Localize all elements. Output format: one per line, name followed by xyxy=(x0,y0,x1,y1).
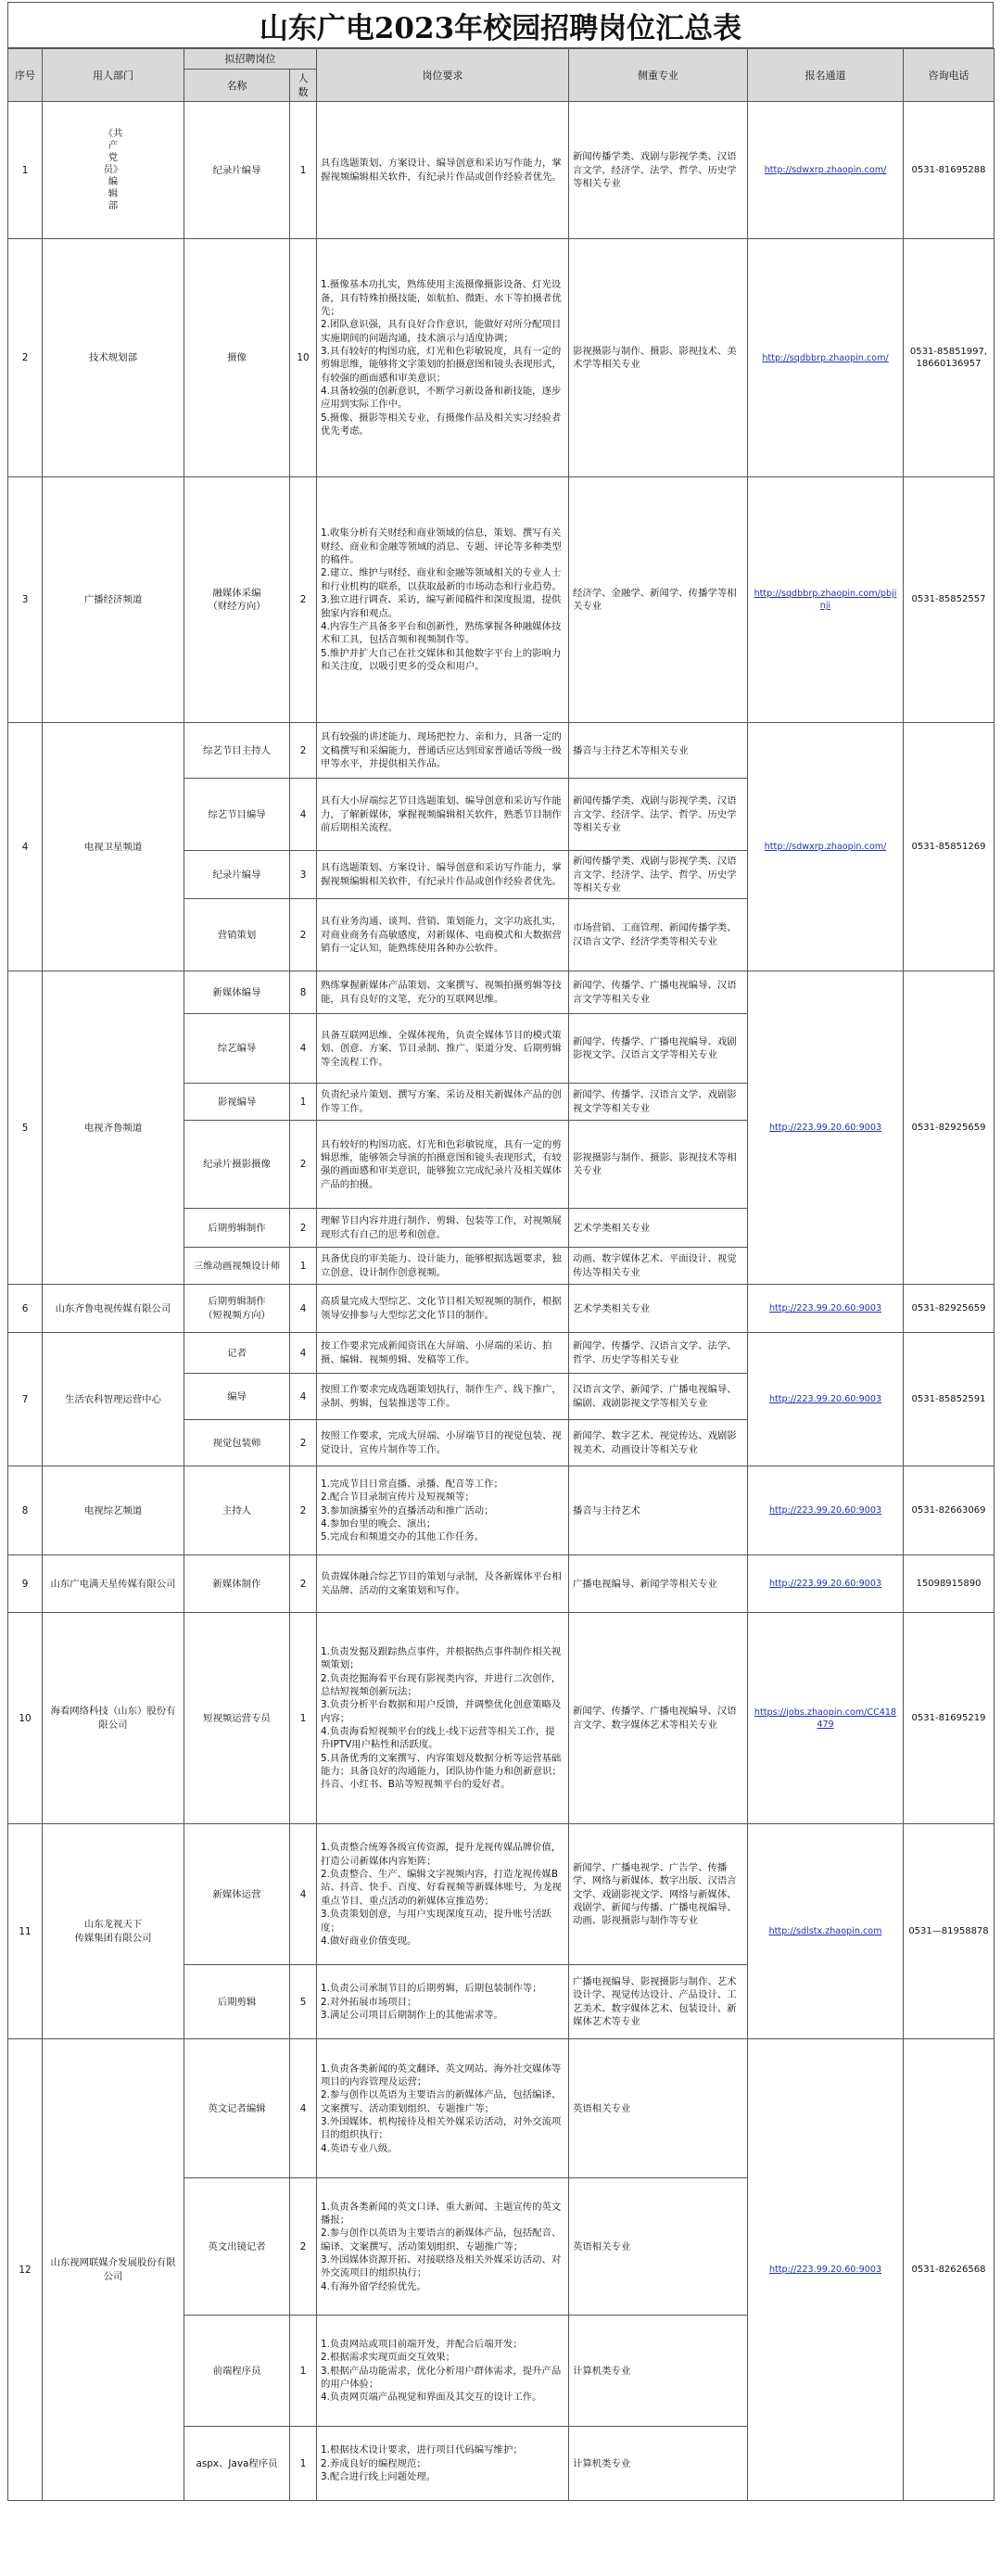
table-row xyxy=(8,2039,995,2178)
row-department: 电视卫星频道 xyxy=(43,723,184,971)
row-department: 电视综艺频道 xyxy=(43,1466,184,1555)
position-count: 3 xyxy=(290,851,317,899)
position-name: 英文出镜记者 xyxy=(184,2178,290,2316)
position-major: 计算机类专业 xyxy=(569,2316,748,2427)
row-seq: 3 xyxy=(8,477,43,723)
table-row xyxy=(8,477,995,723)
position-name: 编导 xyxy=(184,1374,290,1420)
row-department: 电视齐鲁频道 xyxy=(43,971,184,1285)
position-major: 新闻传播学类、戏剧与影视学类、汉语言文学、经济学、法学、哲学、历史学等相关专业 xyxy=(569,779,748,851)
application-link[interactable]: http://sqdbbrp.zhaopin.com/ xyxy=(748,239,904,477)
position-name: 综艺编导 xyxy=(184,1014,290,1084)
position-major: 影视摄影与制作、摄影、影视技术等相关专业 xyxy=(569,1121,748,1209)
position-requirements: 1.收集分析有关财经和商业领域的信息，策划、撰写有关财经、商业和金融等领域的消息、专题、评论等多种类型的稿件。 2.建立、维护与财经、商业和金融等领域相关的专业人士和行业机构的联系，以获取最新的市场动态和行业趋势。 3.独立进行调查、采访，编写新闻稿件和深度报道，提供独家内容和观点。 4.内容生产具备多平台和创新性，熟练掌握各种融媒体技术和工具，包括音频和视频制作等。 5.维护并扩大自己在社交媒体和其他数字平台上的影响力和关注度，以吸引更多的受众和用户。 xyxy=(317,477,569,723)
position-requirements: 熟练掌握新媒体产品策划、文案撰写、视频拍摄剪辑等技能，具有良好的文笔，充分的互联网思维。 xyxy=(317,971,569,1014)
header-recruit: 拟招聘岗位 xyxy=(184,49,317,70)
position-major: 新闻传播学类、戏剧与影视学类、汉语言文学、经济学、法学、哲学、历史学等相关专业 xyxy=(569,851,748,899)
position-name: 摄像 xyxy=(184,239,290,477)
table-row xyxy=(8,239,995,477)
position-count: 2 xyxy=(290,1555,317,1613)
position-name: 综艺节目编导 xyxy=(184,779,290,851)
position-requirements: 按照工作要求，完成大屏端、小屏端节目的视觉包装、视觉设计，宣传片制作等工作。 xyxy=(317,1420,569,1466)
contact-phone: 0531-82663069 xyxy=(904,1466,995,1555)
job-table-body xyxy=(8,102,995,2501)
row-department: 海看网络科技（山东）股份有限公司 xyxy=(43,1613,184,1824)
position-major: 艺术学类相关专业 xyxy=(569,1209,748,1248)
position-requirements: 1.负责公司承制节目的后期剪辑，后期包装制作等； 2.对外拓展市场项目； 3.满足公司项目后期制作上的其他需求等。 xyxy=(317,1965,569,2039)
position-count: 2 xyxy=(290,2178,317,2316)
position-requirements: 1.负责网站或项目前端开发，并配合后端开发； 2.根据需求实现页面交互效果； 3.根据产品功能需求，优化分析用户群体需求，提升产品的用户体验； 4.负责网页端产品视觉和界面及其交互的设计工作。 xyxy=(317,2316,569,2427)
row-seq: 8 xyxy=(8,1466,43,1555)
application-link[interactable]: http://sdwxrp.zhaopin.com/ xyxy=(748,723,904,971)
position-requirements: 1.负责各类新闻的英文口译、重大新闻、主题宣传的英文播报； 2.参与创作以英语为主要语言的新媒体产品，包括配音、编译、文案撰写、活动策划组织、专题推广等； 3.外国媒体资源开拓、对接联络及相关外媒采访活动、对外交流项目的组织执行； 4.有海外留学经验优先。 xyxy=(317,2178,569,2316)
application-link[interactable]: https://jobs.zhaopin.com/CC418479 xyxy=(748,1613,904,1824)
position-requirements: 具有选题策划、方案设计、编导创意和采访写作能力，掌握视频编辑相关软件，有纪录片作品或创作经验者优先。 xyxy=(317,851,569,899)
position-major: 计算机类专业 xyxy=(569,2427,748,2501)
position-count: 2 xyxy=(290,1121,317,1209)
position-requirements: 具有业务沟通、谈判、营销、策划能力，文字功底扎实，对商业商务有高敏感度，对新媒体、电商模式和大数据营销有一定认知，能熟练使用各种办公软件。 xyxy=(317,899,569,971)
position-major: 艺术学类相关专业 xyxy=(569,1285,748,1333)
row-department: 山东齐鲁电视传媒有限公司 xyxy=(43,1285,184,1333)
position-major: 市场营销、工商管理、新闻传播学类、汉语言文学、经济学类等相关专业 xyxy=(569,899,748,971)
position-count: 4 xyxy=(290,1285,317,1333)
row-seq: 2 xyxy=(8,239,43,477)
position-major: 新闻学、广播电视学、广告学、传播学、网络与新媒体、数字出版、汉语言文学、戏剧影视文学、网络与新媒体、戏剧学、新闻与传播、广播电视编导、动画、影视摄影与制作等专业 xyxy=(569,1824,748,1965)
position-count: 2 xyxy=(290,723,317,779)
position-name: 纪录片编导 xyxy=(184,851,290,899)
position-count: 1 xyxy=(290,2316,317,2427)
position-name: aspx、Java程序员 xyxy=(184,2427,290,2501)
position-name: 后期剪辑制作 （短视频方向） xyxy=(184,1285,290,1333)
contact-phone: 0531-85852557 xyxy=(904,477,995,723)
row-seq: 5 xyxy=(8,971,43,1285)
position-name: 纪录片编导 xyxy=(184,102,290,239)
position-requirements: 具有较强的讲述能力、现场把控力、亲和力，具备一定的文稿撰写和采编能力，普通话应达到国家普通话等级一级甲等水平，并提供相关作品。 xyxy=(317,723,569,779)
header-seq: 序号 xyxy=(8,49,43,102)
application-link[interactable]: http://223.99.20.60:9003 xyxy=(748,1333,904,1466)
header-requirements: 岗位要求 xyxy=(317,49,569,102)
row-department: 广播经济频道 xyxy=(43,477,184,723)
table-row xyxy=(8,1466,995,1555)
position-major: 新闻传播学类、戏剧与影视学类、汉语言文学、经济学、法学、哲学、历史学等相关专业 xyxy=(569,102,748,239)
table-row xyxy=(8,1333,995,1374)
position-count: 1 xyxy=(290,102,317,239)
row-department: 山东广电满天星传媒有限公司 xyxy=(43,1555,184,1613)
row-seq: 4 xyxy=(8,723,43,971)
position-requirements: 具备优良的审美能力、设计能力，能够根据选题要求，独立创意、设计制作创意视频。 xyxy=(317,1248,569,1285)
table-row xyxy=(8,1613,995,1824)
header-phone: 咨询电话 xyxy=(904,49,995,102)
table-row xyxy=(8,723,995,779)
position-major: 播音与主持艺术等相关专业 xyxy=(569,723,748,779)
position-requirements: 具有较好的构图功底、灯光和色彩敏锐度，具有一定的剪辑思维，能够领会导演的拍摄意图和镜头表现形式，有较强的画面感和审美意识，能够独立完成纪录片及相关媒体产品的拍摄。 xyxy=(317,1121,569,1209)
position-requirements: 理解节目内容并进行制作、剪辑、包装等工作，对视频展现形式有自己的思考和创意。 xyxy=(317,1209,569,1248)
position-major: 新闻学、传播学、汉语言文学、法学、哲学、历史学等相关专业 xyxy=(569,1333,748,1374)
position-requirements: 1.完成节目日常直播、录播、配音等工作； 2.配合节目录制宣传片及短视频等； 3.参加演播室外的直播活动和推广活动； 4.参加台里的晚会、演出； 5.完成台和频道交办的其他工作任务。 xyxy=(317,1466,569,1555)
table-row xyxy=(8,971,995,1014)
position-count: 1 xyxy=(290,1613,317,1824)
table-row xyxy=(8,1555,995,1613)
position-name: 纪录片摄影摄像 xyxy=(184,1121,290,1209)
contact-phone: 0531-81695288 xyxy=(904,102,995,239)
position-count: 4 xyxy=(290,2039,317,2178)
position-count: 2 xyxy=(290,899,317,971)
header-dept: 用人部门 xyxy=(43,49,184,102)
position-count: 1 xyxy=(290,2427,317,2501)
position-requirements: 具备互联网思维、全媒体视角，负责全媒体节目的模式策划、创意、方案、节目录制、推广、渠道分发、后期剪辑等全流程工作。 xyxy=(317,1014,569,1084)
header-channel: 报名通道 xyxy=(748,49,904,102)
position-major: 播音与主持艺术 xyxy=(569,1466,748,1555)
row-seq: 7 xyxy=(8,1333,43,1466)
row-department: 山东龙视天下 传媒集团有限公司 xyxy=(43,1824,184,2039)
table-row xyxy=(8,102,995,239)
position-requirements: 1.负责发掘及跟踪热点事件，并根据热点事件制作相关视频策划； 2.负责挖掘海看平台现有影视类内容，并进行二次创作，总结短视频创新玩法； 3.负责分析平台数据和用户反馈，并调整优化创意策略及内容； 4.负责海看短视频平台的线上-线下运营等相关工作，提升IPTV用户粘性和活跃度。 5.具备优秀的文案撰写、内容策划及数据分析等运营基础能力；具备良好的沟通能力，团队协作能力和创新意识；抖音、小红书、B站等短视频平台的爱好者。 xyxy=(317,1613,569,1824)
header-major: 侧重专业 xyxy=(569,49,748,102)
position-major: 新闻学、传播学、广播电视编导、汉语言文学等相关专业 xyxy=(569,971,748,1014)
position-count: 1 xyxy=(290,1248,317,1285)
position-requirements: 按工作要求完成新闻资讯在大屏端、小屏端的采访、拍摄、编辑、视频剪辑、发稿等工作。 xyxy=(317,1333,569,1374)
position-count: 4 xyxy=(290,779,317,851)
position-requirements: 按照工作要求完成选题策划执行，制作生产、线下推广，录制、剪辑，包装推送等工作。 xyxy=(317,1374,569,1420)
position-name: 新媒体编导 xyxy=(184,971,290,1014)
contact-phone: 0531-85851269 xyxy=(904,723,995,971)
position-count: 8 xyxy=(290,971,317,1014)
position-name: 融媒体采编 （财经方向） xyxy=(184,477,290,723)
position-count: 1 xyxy=(290,1084,317,1121)
application-link[interactable]: http://223.99.20.60:9003 xyxy=(748,971,904,1285)
position-name: 综艺节目主持人 xyxy=(184,723,290,779)
position-major: 汉语言文学、新闻学、广播电视编导、编剧、戏剧影视文学等相关专业 xyxy=(569,1374,748,1420)
position-name: 英文记者编辑 xyxy=(184,2039,290,2178)
position-name: 前端程序员 xyxy=(184,2316,290,2427)
row-seq: 1 xyxy=(8,102,43,239)
position-requirements: 负责纪录片策划、撰写方案、采访及相关新媒体产品的创作等工作。 xyxy=(317,1084,569,1121)
row-seq: 12 xyxy=(8,2039,43,2501)
position-requirements: 1.根据技术设计要求，进行项目代码编写维护； 2.养成良好的编程规范； 3.配合进行线上问题处理。 xyxy=(317,2427,569,2501)
table-row xyxy=(8,1285,995,1333)
position-count: 5 xyxy=(290,1965,317,2039)
position-requirements: 1.负责各类新闻的英文翻译、英文网站、海外社交媒体等项目的内容管理及运营； 2.参与创作以英语为主要语言的新媒体产品，包括编译、文案撰写、活动策划组织、专题推广等； 3.外国媒体、机构接待及相关外媒采访活动，对外交流项目的组织执行； 4.英语专业八级。 xyxy=(317,2039,569,2178)
application-link[interactable]: http://223.99.20.60:9003 xyxy=(748,2039,904,2501)
position-count: 2 xyxy=(290,1466,317,1555)
position-major: 英语相关专业 xyxy=(569,2039,748,2178)
position-requirements: 1.摄像基本功扎实，熟练使用主流摄像摄影设备、灯光设备，具有特殊拍摄技能，如航拍、微距、水下等拍摄者优先； 2.团队意识强，具有良好合作意识，能做好对所分配项目实施期间的问题沟通，技术演示与适度协调； 3.具有较好的构图功底，灯光和色彩敏锐度，具有一定的剪辑思维，能够将文字策划的拍摄意图和镜头表现形式，有较强的画面感和审美意识； 4.具备较强的创新意识，不断学习新设备和新技能，逐步应用到实际工作中。 5.摄像、摄影等相关专业，有摄像作品及相关实习经验者优先考虑。 xyxy=(317,239,569,477)
table-row xyxy=(8,1824,995,1965)
position-name: 影视编导 xyxy=(184,1084,290,1121)
position-name: 视觉包装师 xyxy=(184,1420,290,1466)
header-name: 名称 xyxy=(184,70,290,102)
row-seq: 11 xyxy=(8,1824,43,2039)
position-major: 新闻学、数字艺术、视觉传达、戏剧影视美术、动画设计等相关专业 xyxy=(569,1420,748,1466)
position-major: 动画、数字媒体艺术、平面设计、视觉传达等相关专业 xyxy=(569,1248,748,1285)
position-count: 2 xyxy=(290,477,317,723)
application-link[interactable]: http://223.99.20.60:9003 xyxy=(748,1285,904,1333)
header-count: 人数 xyxy=(290,70,317,102)
position-major: 新闻学、传播学、汉语言文学、戏剧影视文学等相关专业 xyxy=(569,1084,748,1121)
row-seq: 6 xyxy=(8,1285,43,1333)
contact-phone: 0531-82925659 xyxy=(904,971,995,1285)
row-department: 生活农科智理运营中心 xyxy=(43,1333,184,1466)
contact-phone: 0531—81958878 xyxy=(904,1824,995,2039)
position-major: 影视摄影与制作、摄影、影视技术、美术学等相关专业 xyxy=(569,239,748,477)
position-requirements: 1.负责整合统筹各级宣传资源，提升龙视传媒品牌价值，打造公司新媒体内容矩阵； 2.负责整合、生产、编辑文字视频内容，打造龙视传媒B站、抖音、快手、百度、好看视频等新媒体账号，为龙视重点节目、重点活动的新媒体宣推造势； 3.负责策划创意，与用户实现深度互动，提升账号活跃度； 4.做好商业价值变现。 xyxy=(317,1824,569,1965)
position-requirements: 具有大小屏端综艺节目选题策划、编导创意和采访写作能力，了解新媒体，掌握视频编辑相关软件，熟悉节目制作前后期相关流程。 xyxy=(317,779,569,851)
page-title: 山东广电2023年校园招聘岗位汇总表 xyxy=(7,2,994,48)
position-major: 经济学、金融学、新闻学、传播学等相关专业 xyxy=(569,477,748,723)
position-requirements: 负责媒体融合综艺节目的策划与录制，及各新媒体平台相关品牌、活动的文案策划和写作。 xyxy=(317,1555,569,1613)
contact-phone: 0531-82626568 xyxy=(904,2039,995,2501)
position-name: 后期剪辑 xyxy=(184,1965,290,2039)
position-major: 新闻学、传播学、广播电视编导、汉语言文学、数字媒体艺术等相关专业 xyxy=(569,1613,748,1824)
row-department: 《共 产 党 员》 编 辑 部 xyxy=(43,102,184,239)
row-department: 技术规划部 xyxy=(43,239,184,477)
position-name: 三维动画视频设计师 xyxy=(184,1248,290,1285)
row-department: 山东视网联媒介发展股份有限公司 xyxy=(43,2039,184,2501)
contact-phone: 15098915890 xyxy=(904,1555,995,1613)
contact-phone: 0531-85851997, 18660136957 xyxy=(904,239,995,477)
application-link[interactable]: http://sqdbbrp.zhaopin.com/pbjinji xyxy=(748,477,904,723)
row-seq: 9 xyxy=(8,1555,43,1613)
position-count: 4 xyxy=(290,1824,317,1965)
row-seq: 10 xyxy=(8,1613,43,1824)
position-major: 英语相关专业 xyxy=(569,2178,748,2316)
contact-phone: 0531-82925659 xyxy=(904,1285,995,1333)
position-requirements: 具有选题策划、方案设计、编导创意和采访写作能力，掌握视频编辑相关软件，有纪录片作品或创作经验者优先。 xyxy=(317,102,569,239)
position-name: 后期剪辑制作 xyxy=(184,1209,290,1248)
position-count: 4 xyxy=(290,1374,317,1420)
position-name: 营销策划 xyxy=(184,899,290,971)
position-count: 4 xyxy=(290,1333,317,1374)
position-name: 短视频运营专员 xyxy=(184,1613,290,1824)
position-name: 新媒体制作 xyxy=(184,1555,290,1613)
application-link[interactable]: http://223.99.20.60:9003 xyxy=(748,1466,904,1555)
position-count: 4 xyxy=(290,1014,317,1084)
position-major: 广播电视编导、新闻学等相关专业 xyxy=(569,1555,748,1613)
application-link[interactable]: http://sdlstx.zhaopin.com xyxy=(748,1824,904,2039)
position-name: 新媒体运营 xyxy=(184,1824,290,1965)
position-requirements: 高质量完成大型综艺、文化节目相关短视频的制作，根据领导安排参与大型综艺文化节目的制作。 xyxy=(317,1285,569,1333)
position-count: 10 xyxy=(290,239,317,477)
position-major: 广播电视编导、影视摄影与制作、艺术设计学、视觉传达设计、产品设计、工艺美术、数字媒体艺术、包装设计、新媒体艺术等专业 xyxy=(569,1965,748,2039)
job-table xyxy=(7,48,995,2501)
position-count: 2 xyxy=(290,1420,317,1466)
position-name: 记者 xyxy=(184,1333,290,1374)
application-link[interactable]: http://sdwxrp.zhaopin.com/ xyxy=(748,102,904,239)
contact-phone: 0531-81695219 xyxy=(904,1613,995,1824)
application-link[interactable]: http://223.99.20.60:9003 xyxy=(748,1555,904,1613)
position-name: 主持人 xyxy=(184,1466,290,1555)
position-major: 新闻学、传播学、广播电视编导、戏剧影视文学、汉语言文学等相关专业 xyxy=(569,1014,748,1084)
position-count: 2 xyxy=(290,1209,317,1248)
contact-phone: 0531-85852591 xyxy=(904,1333,995,1466)
